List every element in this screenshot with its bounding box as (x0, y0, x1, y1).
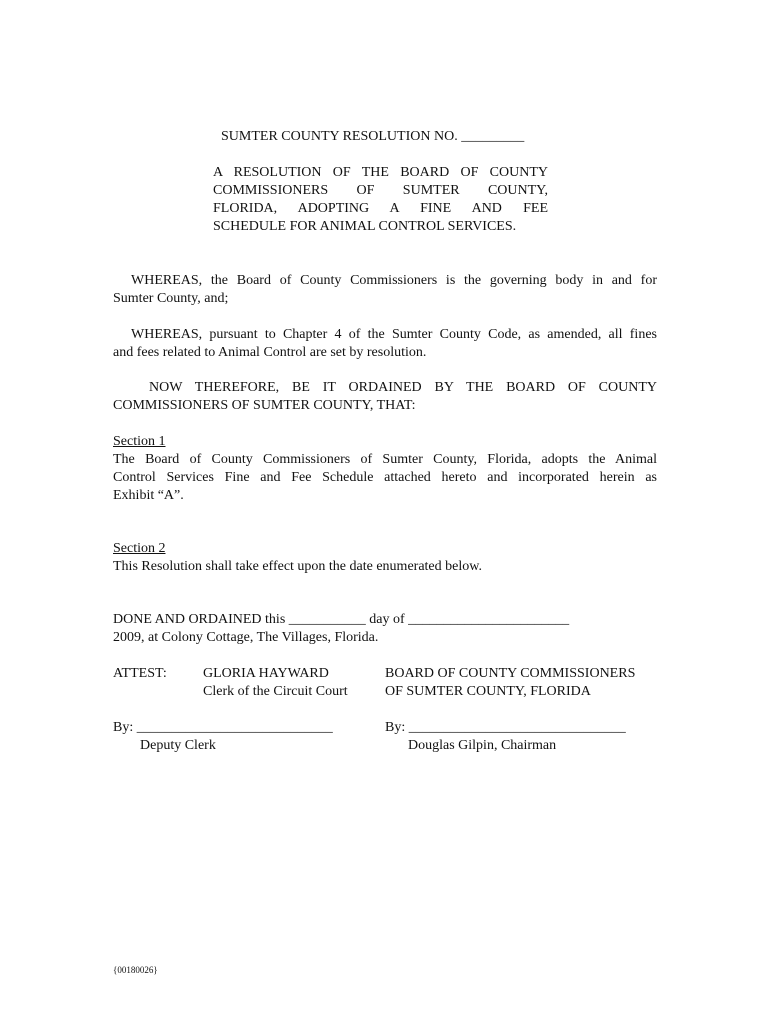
paragraph-line: Control Services Fine and Fee Schedule attached hereto and incorporated herein as (113, 470, 657, 485)
paragraph-line: This Resolution shall take effect upon the date enumerated below. (113, 559, 482, 574)
deputy-clerk-signature-line: By: ____________________________ (113, 720, 333, 735)
paragraph-line: The Board of County Commissioners of Sumter County, Florida, adopts the Animal (113, 452, 657, 467)
paragraph-line: 2009, at Colony Cottage, The Villages, Florida. (113, 630, 379, 645)
clerk-name: GLORIA HAYWARD (203, 666, 329, 681)
attest-label: ATTEST: (113, 666, 167, 681)
paragraph-line: NOW THEREFORE, BE IT ORDAINED BY THE BOARD OF COUNTY (149, 380, 657, 395)
document-title: SUMTER COUNTY RESOLUTION NO. _________ (221, 129, 525, 144)
paragraph-line: COMMISSIONERS OF SUMTER COUNTY, THAT: (113, 398, 416, 413)
whereas-paragraph-2 (113, 326, 657, 362)
document-code: {00180026} (113, 965, 158, 975)
section-2 (113, 540, 657, 576)
paragraph-line: Exhibit “A”. (113, 488, 184, 503)
paragraph-line: WHEREAS, the Board of County Commissioners is the governing body in and for (131, 273, 657, 288)
chairman-signature-line: By: _______________________________ (385, 720, 626, 735)
board-name-line-2: OF SUMTER COUNTY, FLORIDA (385, 684, 591, 699)
resolution-line: FLORIDA, ADOPTING A FINE AND FEE (213, 201, 548, 216)
paragraph-line: DONE AND ORDAINED this ___________ day of _______________________ (113, 612, 570, 627)
section-1 (113, 433, 657, 505)
paragraph-line: Sumter County, and; (113, 291, 229, 306)
paragraph-line: and fees related to Animal Control are set by resolution. (113, 345, 427, 360)
board-name-line-1: BOARD OF COUNTY COMMISSIONERS (385, 666, 636, 681)
resolution-line: A RESOLUTION OF THE BOARD OF COUNTY (213, 165, 548, 180)
deputy-clerk-title: Deputy Clerk (140, 738, 216, 753)
chairman-title: Douglas Gilpin, Chairman (408, 738, 557, 753)
ordained-paragraph (113, 379, 657, 415)
whereas-paragraph-1 (113, 272, 657, 308)
paragraph-line: WHEREAS, pursuant to Chapter 4 of the Sumter County Code, as amended, all fines (131, 327, 657, 342)
section-heading: Section 1 (113, 434, 166, 449)
done-ordained-paragraph (113, 611, 657, 647)
resolution-line: SCHEDULE FOR ANIMAL CONTROL SERVICES. (213, 219, 517, 234)
resolution-line: COMMISSIONERS OF SUMTER COUNTY, (213, 183, 548, 198)
section-heading: Section 2 (113, 541, 166, 556)
clerk-title: Clerk of the Circuit Court (203, 684, 348, 699)
resolution-description (213, 164, 548, 236)
